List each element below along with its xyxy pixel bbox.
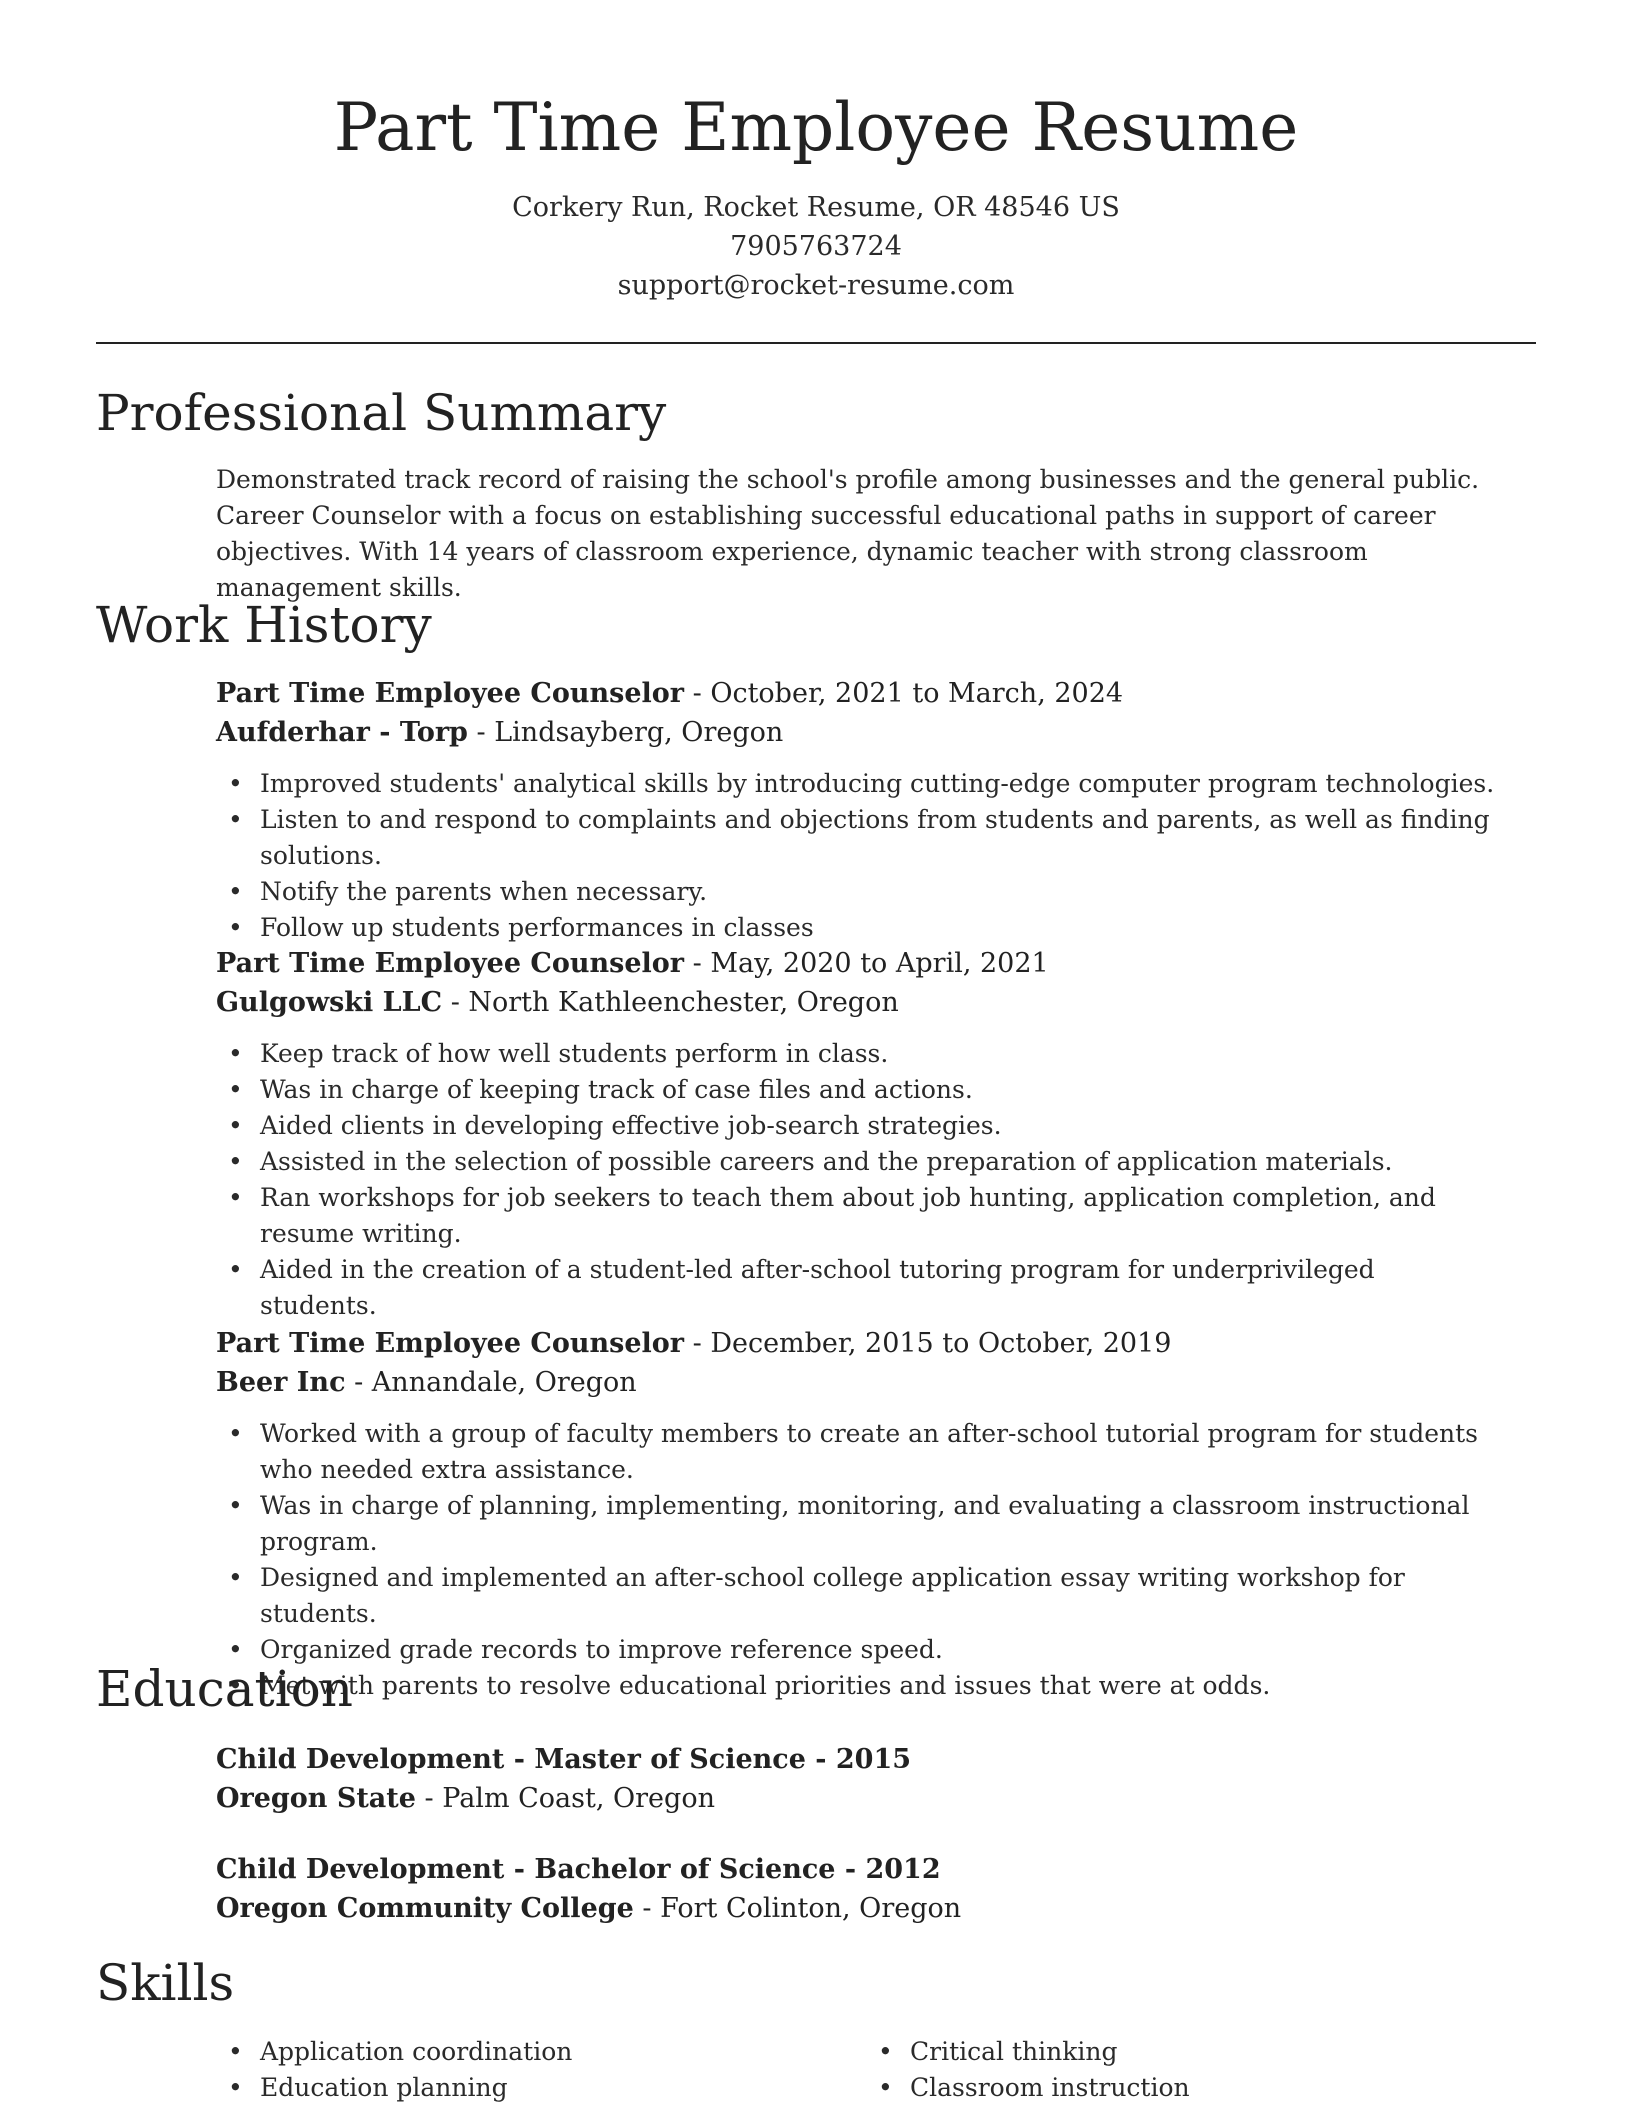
work-history-heading: Work History bbox=[96, 596, 432, 654]
skills-column-left bbox=[216, 2034, 866, 2106]
job-bullet: • Follow up students performances in classes bbox=[216, 910, 1546, 946]
job-entry bbox=[216, 1324, 1546, 1704]
job-bullet: • Organized grade records to improve reference speed. bbox=[216, 1632, 1496, 1668]
job-bullet: • Was in charge of planning, implementing, monitoring, and evaluating a classroom instructional program. bbox=[216, 1488, 1496, 1560]
job-bullet: • Keep track of how well students perform in class. bbox=[216, 1036, 1466, 1072]
job-bullet: • Met with parents to resolve educational priorities and issues that were at odds. bbox=[216, 1668, 1496, 1704]
job-entry bbox=[216, 674, 1546, 946]
education-heading: Education bbox=[96, 1660, 353, 1718]
resume-title: Part Time Employee Resume bbox=[333, 89, 1299, 166]
degree-line: Child Development - Bachelor of Science - 2012 bbox=[216, 1854, 941, 1885]
school-location: - Palm Coast, Oregon bbox=[415, 1783, 715, 1814]
job-title: Part Time Employee Counselor bbox=[216, 948, 685, 979]
company-name: Gulgowski LLC bbox=[216, 987, 443, 1018]
job-company-line bbox=[216, 713, 1546, 752]
job-bullet: • Was in charge of keeping track of case files and actions. bbox=[216, 1072, 1466, 1108]
summary-heading: Professional Summary bbox=[96, 384, 667, 442]
skill-item: • Critical thinking bbox=[866, 2034, 1516, 2070]
job-location: - Annandale, Oregon bbox=[345, 1367, 637, 1398]
job-bullet: • Worked with a group of faculty members to create an after-school tutorial program for students who needed extra assistance. bbox=[216, 1416, 1496, 1488]
skill-item: • Application coordination bbox=[216, 2034, 866, 2070]
address: Corkery Run, Rocket Resume, OR 48546 US bbox=[512, 192, 1120, 223]
job-location: - Lindsayberg, Oregon bbox=[467, 717, 784, 748]
education-entry bbox=[216, 1740, 1516, 1818]
skills-heading: Skills bbox=[96, 1954, 235, 2012]
job-bullets bbox=[216, 1416, 1496, 1704]
job-company-line bbox=[216, 1363, 1546, 1402]
school-name: Oregon State bbox=[216, 1783, 416, 1814]
job-dates: - December, 2015 to October, 2019 bbox=[684, 1328, 1172, 1359]
school-name: Oregon Community College bbox=[216, 1893, 634, 1924]
school-line bbox=[216, 1889, 1516, 1928]
job-bullets bbox=[216, 766, 1546, 946]
job-title-line bbox=[216, 1324, 1546, 1363]
summary-text: Demonstrated track record of raising the school's profile among businesses and the general public. Career Counselor with a focus on establishing successful educational paths in support of career objectives. With 14 years of classroom experience, dynamic teacher with strong classroom management skills. bbox=[216, 465, 1480, 602]
job-title: Part Time Employee Counselor bbox=[216, 678, 685, 709]
education-entry bbox=[216, 1850, 1516, 1928]
skills-column-right bbox=[866, 2034, 1516, 2106]
job-bullet: • Assisted in the selection of possible careers and the preparation of application materials. bbox=[216, 1144, 1466, 1180]
job-bullet: • Aided clients in developing effective job-search strategies. bbox=[216, 1108, 1466, 1144]
company-name: Beer Inc bbox=[216, 1367, 346, 1398]
job-title-line bbox=[216, 674, 1546, 713]
job-company-line bbox=[216, 983, 1546, 1022]
job-dates: - October, 2021 to March, 2024 bbox=[684, 678, 1124, 709]
skill-item: • Classroom instruction bbox=[866, 2070, 1516, 2106]
job-bullet: • Designed and implemented an after-school college application essay writing workshop for students. bbox=[216, 1560, 1496, 1632]
skill-item: • Education planning bbox=[216, 2070, 866, 2106]
job-location: - North Kathleenchester, Oregon bbox=[442, 987, 899, 1018]
contact-info bbox=[96, 188, 1536, 305]
resume-header bbox=[96, 82, 1536, 305]
job-bullet: • Ran workshops for job seekers to teach them about job hunting, application completion, and resume writing. bbox=[216, 1180, 1466, 1252]
job-title: Part Time Employee Counselor bbox=[216, 1328, 685, 1359]
job-bullet: • Listen to and respond to complaints and objections from students and parents, as well as finding solutions. bbox=[216, 802, 1546, 874]
header-divider bbox=[96, 342, 1536, 344]
school-location: - Fort Colinton, Oregon bbox=[633, 1893, 962, 1924]
job-entry bbox=[216, 944, 1546, 1324]
job-bullet: • Aided in the creation of a student-led after-school tutoring program for underprivileged students. bbox=[216, 1252, 1466, 1324]
job-bullet: • Notify the parents when necessary. bbox=[216, 874, 1546, 910]
degree-line: Child Development - Master of Science - 2015 bbox=[216, 1744, 912, 1775]
job-bullet: • Improved students' analytical skills by introducing cutting-edge computer program technologies. bbox=[216, 766, 1546, 802]
company-name: Aufderhar - Torp bbox=[216, 717, 468, 748]
job-title-line bbox=[216, 944, 1546, 983]
school-line bbox=[216, 1779, 1516, 1818]
job-dates: - May, 2020 to April, 2021 bbox=[684, 948, 1049, 979]
job-bullets bbox=[216, 1036, 1466, 1324]
email-address: support@rocket-resume.com bbox=[617, 270, 1015, 301]
phone-number: 7905763724 bbox=[730, 231, 902, 262]
skills-list bbox=[216, 2034, 1536, 2106]
